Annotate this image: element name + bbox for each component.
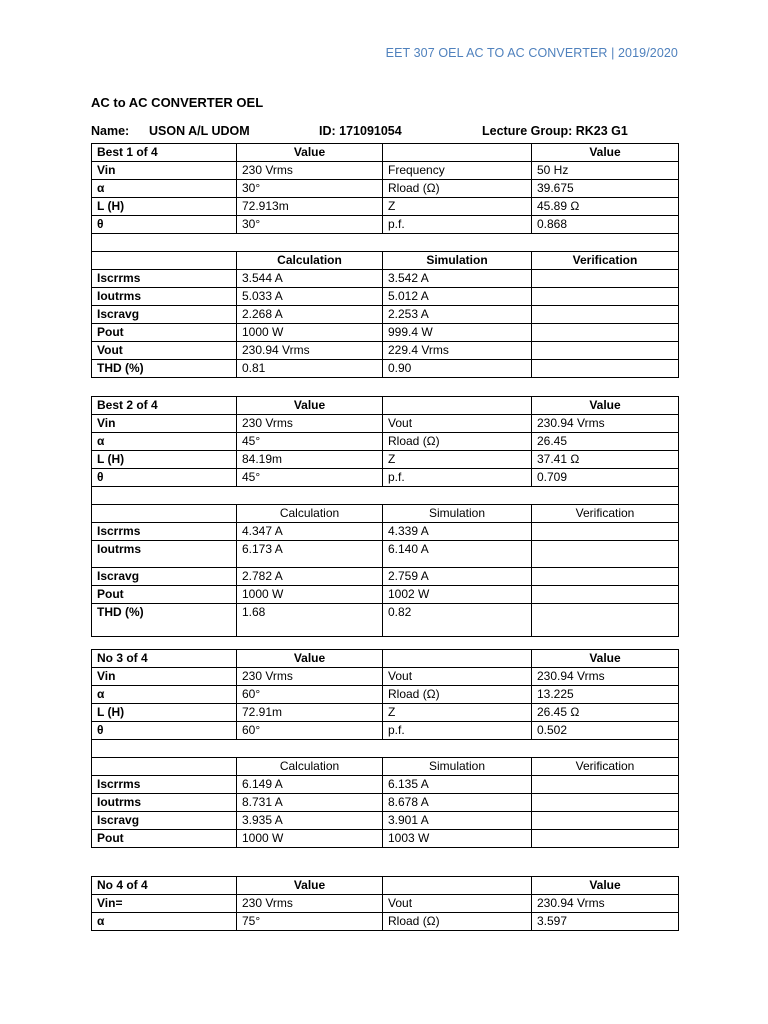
param-value: 72.913m (237, 198, 383, 216)
results-table-2 (91, 396, 679, 637)
empty-header-cell (92, 505, 237, 523)
param-value: 45.89 Ω (532, 198, 679, 216)
param-label: Z (383, 198, 532, 216)
param-value: 230.94 Vrms (532, 415, 679, 433)
table-name-cell: No 4 of 4 (92, 877, 237, 895)
param-label: α (92, 180, 237, 198)
param-row (92, 895, 679, 913)
table-header-row (92, 877, 679, 895)
calc-row (92, 360, 679, 378)
spacer-cell (92, 234, 679, 252)
param-value: 230.94 Vrms (532, 668, 679, 686)
empty-header-cell (383, 397, 532, 415)
param-label: Z (383, 704, 532, 722)
param-label: Rload (Ω) (383, 433, 532, 451)
calc-header-row (92, 758, 679, 776)
param-value: 13.225 (532, 686, 679, 704)
verification-value (532, 288, 679, 306)
param-value: 26.45 Ω (532, 704, 679, 722)
simulation-value: 0.90 (383, 360, 532, 378)
param-label: Z (383, 451, 532, 469)
verification-value (532, 794, 679, 812)
calc-header-row (92, 252, 679, 270)
quantity-label: Iscravg (92, 812, 237, 830)
calc-header-row (92, 505, 679, 523)
student-id: ID: 171091054 (319, 124, 402, 138)
param-row (92, 433, 679, 451)
simulation-header: Simulation (383, 505, 532, 523)
verification-value (532, 830, 679, 848)
value-header-cell: Value (237, 144, 383, 162)
param-value: 60° (237, 686, 383, 704)
quantity-label: Pout (92, 586, 237, 604)
param-label: p.f. (383, 722, 532, 740)
student-info-line (91, 124, 681, 142)
verification-value (532, 270, 679, 288)
param-label: Vout (383, 895, 532, 913)
quantity-label: Iscravg (92, 306, 237, 324)
param-row (92, 216, 679, 234)
empty-header-cell (92, 758, 237, 776)
param-label: Vout (383, 415, 532, 433)
document-title: AC to AC CONVERTER OEL (91, 95, 264, 110)
param-label: θ (92, 469, 237, 487)
calc-row (92, 604, 679, 637)
simulation-value: 4.339 A (383, 523, 532, 541)
calc-row (92, 812, 679, 830)
param-row (92, 704, 679, 722)
param-row (92, 415, 679, 433)
quantity-label: Pout (92, 830, 237, 848)
simulation-value: 8.678 A (383, 794, 532, 812)
param-label: p.f. (383, 216, 532, 234)
param-value: 75° (237, 913, 383, 931)
param-value: 230 Vrms (237, 162, 383, 180)
spacer-row (92, 740, 679, 758)
quantity-label: Ioutrms (92, 541, 237, 568)
calculation-value: 5.033 A (237, 288, 383, 306)
param-value: 0.868 (532, 216, 679, 234)
param-row (92, 451, 679, 469)
verification-value (532, 812, 679, 830)
param-value: 45° (237, 433, 383, 451)
quantity-label: Ioutrms (92, 794, 237, 812)
spacer-row (92, 487, 679, 505)
param-value: 30° (237, 216, 383, 234)
calculation-value: 3.544 A (237, 270, 383, 288)
quantity-label: Iscrrms (92, 776, 237, 794)
param-label: α (92, 433, 237, 451)
verification-value (532, 523, 679, 541)
simulation-value: 6.140 A (383, 541, 532, 568)
param-label: Vin= (92, 895, 237, 913)
param-value: 72.91m (237, 704, 383, 722)
param-value: 50 Hz (532, 162, 679, 180)
param-value: 0.709 (532, 469, 679, 487)
param-value: 84.19m (237, 451, 383, 469)
value-header-cell: Value (532, 877, 679, 895)
name-value: USON A/L UDOM (149, 124, 250, 138)
table-header-row (92, 397, 679, 415)
calculation-value: 2.268 A (237, 306, 383, 324)
param-row (92, 668, 679, 686)
param-label: L (H) (92, 198, 237, 216)
simulation-value: 2.759 A (383, 568, 532, 586)
param-row (92, 198, 679, 216)
param-value: 26.45 (532, 433, 679, 451)
calculation-value: 1000 W (237, 586, 383, 604)
verification-value (532, 324, 679, 342)
simulation-value: 0.82 (383, 604, 532, 637)
simulation-value: 1002 W (383, 586, 532, 604)
quantity-label: Pout (92, 324, 237, 342)
calculation-header: Calculation (237, 505, 383, 523)
name-label: Name: (91, 124, 130, 138)
simulation-value: 6.135 A (383, 776, 532, 794)
param-label: L (H) (92, 451, 237, 469)
quantity-label: Ioutrms (92, 288, 237, 306)
param-row (92, 722, 679, 740)
param-value: 60° (237, 722, 383, 740)
quantity-label: Iscrrms (92, 523, 237, 541)
param-label: Rload (Ω) (383, 686, 532, 704)
param-label: L (H) (92, 704, 237, 722)
calculation-value: 1.68 (237, 604, 383, 637)
param-label: θ (92, 216, 237, 234)
calculation-value: 1000 W (237, 830, 383, 848)
param-value: 230 Vrms (237, 895, 383, 913)
calc-row (92, 794, 679, 812)
param-row (92, 180, 679, 198)
param-value: 230 Vrms (237, 668, 383, 686)
verification-header: Verification (532, 758, 679, 776)
calculation-header: Calculation (237, 758, 383, 776)
verification-value (532, 306, 679, 324)
spacer-cell (92, 740, 679, 758)
quantity-label: Iscrrms (92, 270, 237, 288)
verification-value (532, 586, 679, 604)
param-label: Frequency (383, 162, 532, 180)
param-value: 37.41 Ω (532, 451, 679, 469)
empty-header-cell (383, 877, 532, 895)
param-label: p.f. (383, 469, 532, 487)
calculation-value: 230.94 Vrms (237, 342, 383, 360)
calculation-value: 4.347 A (237, 523, 383, 541)
table-name-cell: No 3 of 4 (92, 650, 237, 668)
simulation-value: 3.901 A (383, 812, 532, 830)
param-row (92, 162, 679, 180)
param-label: α (92, 913, 237, 931)
param-label: α (92, 686, 237, 704)
verification-value (532, 541, 679, 568)
verification-value (532, 776, 679, 794)
verification-header: Verification (532, 505, 679, 523)
simulation-value: 229.4 Vrms (383, 342, 532, 360)
calculation-value: 1000 W (237, 324, 383, 342)
param-row (92, 469, 679, 487)
param-value: 39.675 (532, 180, 679, 198)
verification-value (532, 360, 679, 378)
simulation-header: Simulation (383, 252, 532, 270)
calc-row (92, 306, 679, 324)
param-label: Vin (92, 668, 237, 686)
verification-value (532, 568, 679, 586)
param-label: Vout (383, 668, 532, 686)
param-row (92, 913, 679, 931)
empty-header-cell (383, 144, 532, 162)
table-header-row (92, 650, 679, 668)
calculation-value: 0.81 (237, 360, 383, 378)
calc-row (92, 568, 679, 586)
empty-header-cell (92, 252, 237, 270)
table-header-row (92, 144, 679, 162)
calc-row (92, 324, 679, 342)
verification-header: Verification (532, 252, 679, 270)
verification-value (532, 604, 679, 637)
calc-row (92, 830, 679, 848)
calc-row (92, 586, 679, 604)
param-value: 0.502 (532, 722, 679, 740)
table-name-cell: Best 1 of 4 (92, 144, 237, 162)
param-value: 230 Vrms (237, 415, 383, 433)
calc-row (92, 776, 679, 794)
calc-row (92, 523, 679, 541)
lecture-group: Lecture Group: RK23 G1 (482, 124, 628, 138)
value-header-cell: Value (532, 397, 679, 415)
results-table-1 (91, 143, 679, 378)
spacer-cell (92, 487, 679, 505)
calc-row (92, 342, 679, 360)
results-table-4 (91, 876, 679, 931)
value-header-cell: Value (237, 397, 383, 415)
simulation-header: Simulation (383, 758, 532, 776)
calculation-value: 6.149 A (237, 776, 383, 794)
value-header-cell: Value (532, 144, 679, 162)
quantity-label: THD (%) (92, 360, 237, 378)
param-value: 30° (237, 180, 383, 198)
calculation-value: 6.173 A (237, 541, 383, 568)
calculation-value: 8.731 A (237, 794, 383, 812)
spacer-row (92, 234, 679, 252)
simulation-value: 1003 W (383, 830, 532, 848)
param-label: Vin (92, 415, 237, 433)
simulation-value: 5.012 A (383, 288, 532, 306)
results-table-3 (91, 649, 679, 848)
calculation-value: 3.935 A (237, 812, 383, 830)
param-label: Vin (92, 162, 237, 180)
calc-row (92, 270, 679, 288)
param-label: Rload (Ω) (383, 180, 532, 198)
calculation-header: Calculation (237, 252, 383, 270)
simulation-value: 2.253 A (383, 306, 532, 324)
value-header-cell: Value (237, 650, 383, 668)
quantity-label: Iscravg (92, 568, 237, 586)
quantity-label: THD (%) (92, 604, 237, 637)
param-value: 230.94 Vrms (532, 895, 679, 913)
calc-row (92, 541, 679, 568)
table-name-cell: Best 2 of 4 (92, 397, 237, 415)
value-header-cell: Value (237, 877, 383, 895)
simulation-value: 999.4 W (383, 324, 532, 342)
quantity-label: Vout (92, 342, 237, 360)
param-label: θ (92, 722, 237, 740)
verification-value (532, 342, 679, 360)
param-value: 45° (237, 469, 383, 487)
param-row (92, 686, 679, 704)
param-label: Rload (Ω) (383, 913, 532, 931)
value-header-cell: Value (532, 650, 679, 668)
calc-row (92, 288, 679, 306)
simulation-value: 3.542 A (383, 270, 532, 288)
param-value: 3.597 (532, 913, 679, 931)
empty-header-cell (383, 650, 532, 668)
calculation-value: 2.782 A (237, 568, 383, 586)
page-header: EET 307 OEL AC TO AC CONVERTER | 2019/2020 (385, 46, 678, 60)
